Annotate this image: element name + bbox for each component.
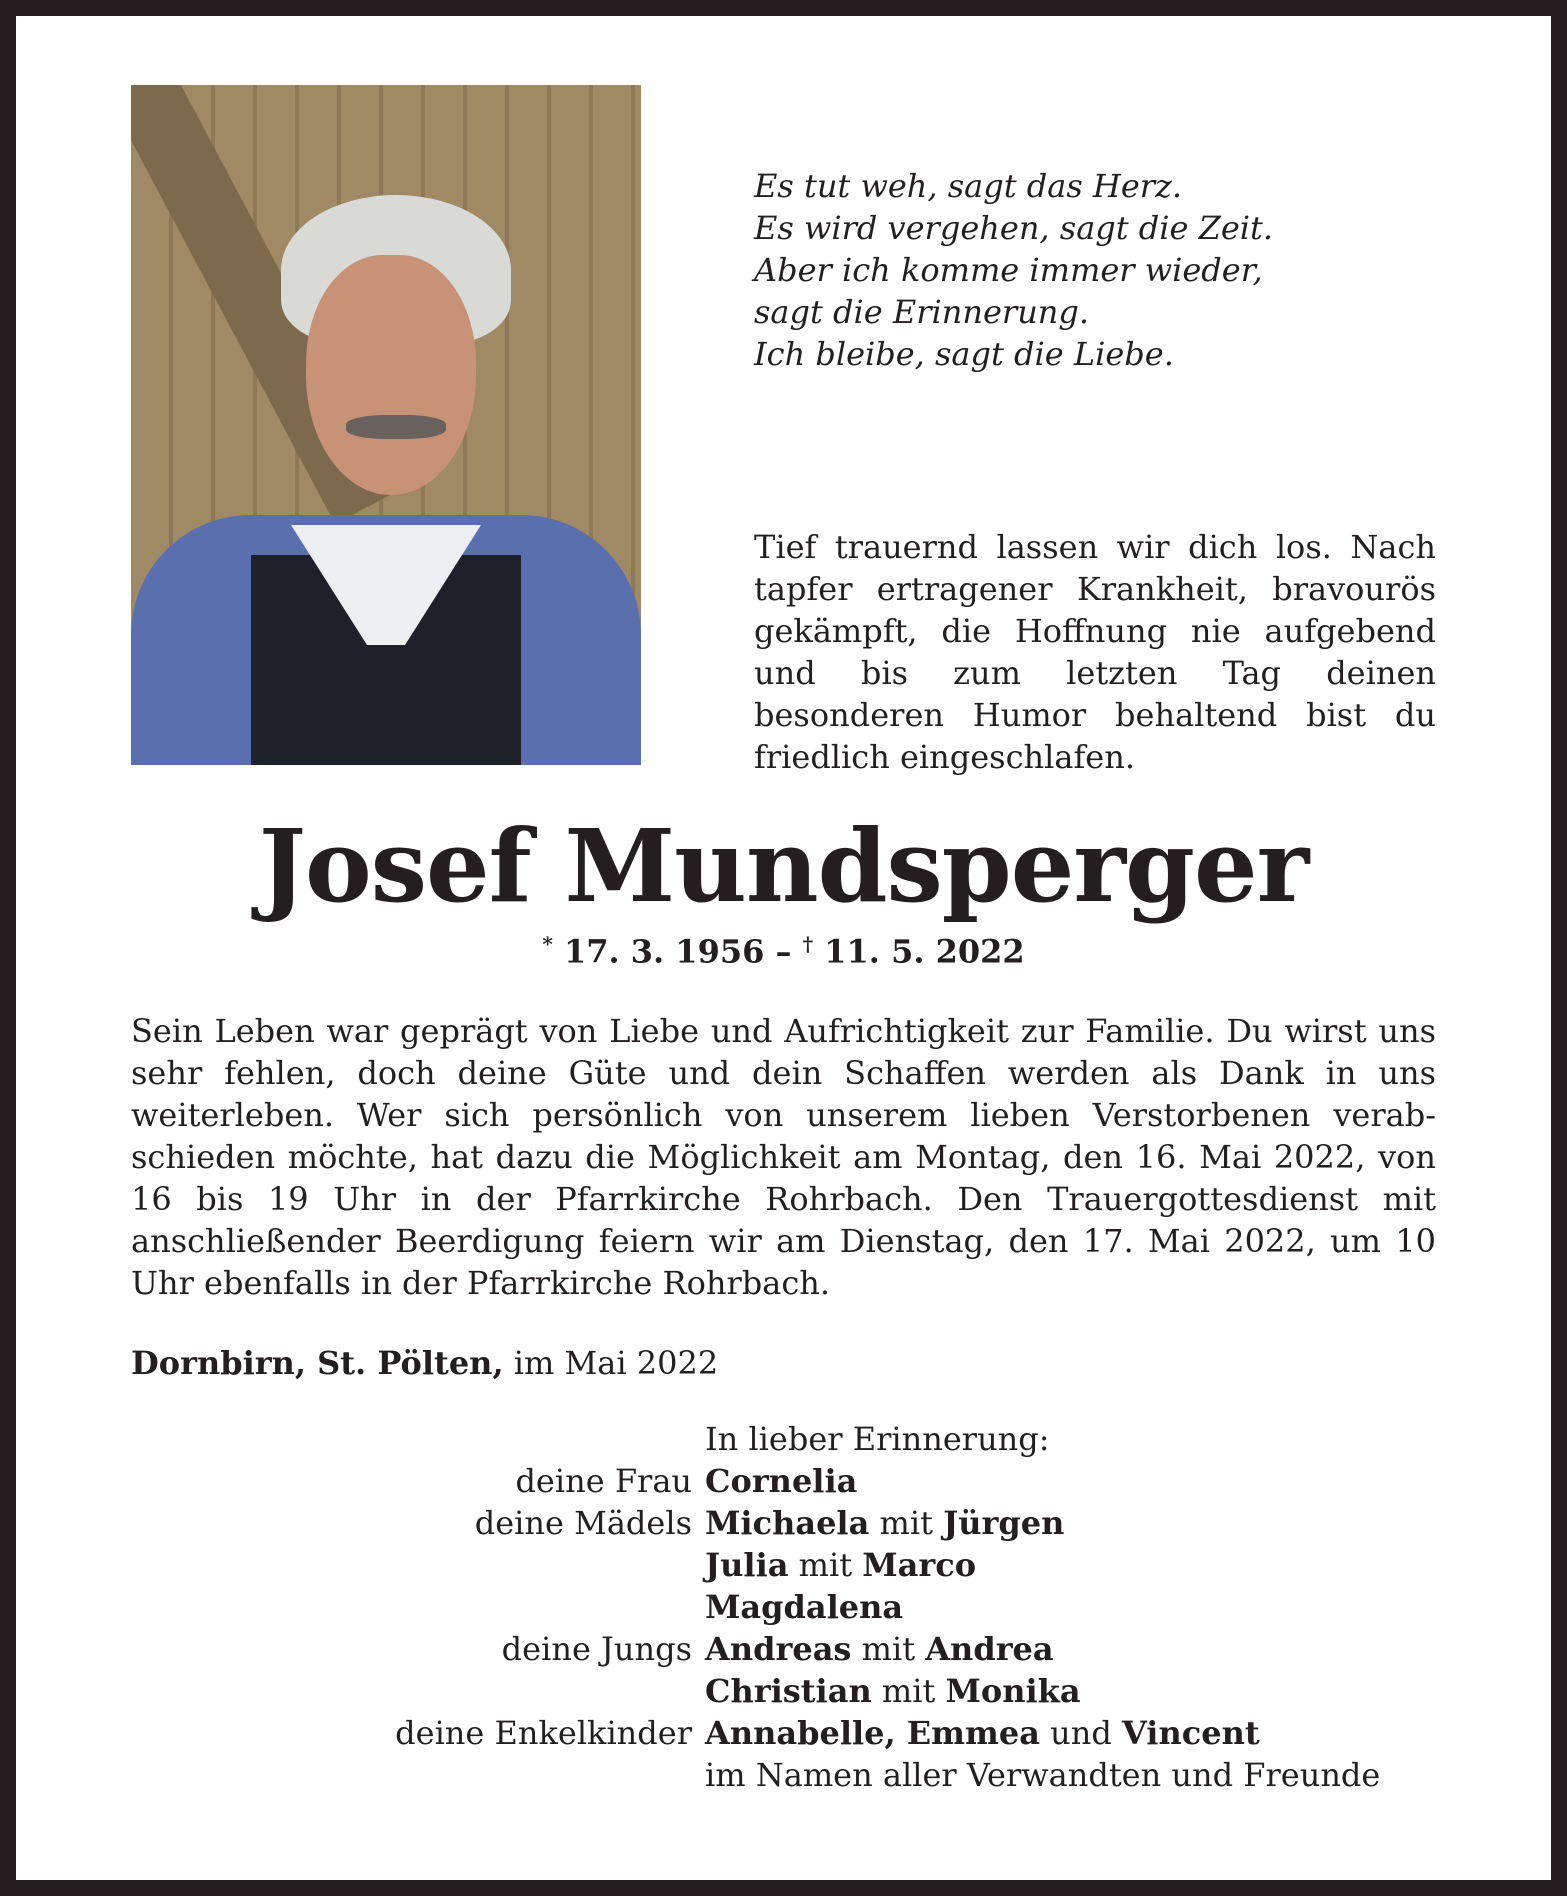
mourner-row [0,1670,1380,1712]
signature-closing: im Namen aller Verwandten und Freunde [705,1756,1381,1794]
mourner-row [0,1628,1380,1670]
relation-label: deine Jungs [501,1630,692,1668]
connector: mit [869,1504,944,1542]
mourner-partner: Monika [945,1672,1081,1710]
relation-label [0,1544,705,1586]
poem-line: Ich bleibe, sagt die Liebe. [754,335,1174,373]
mourner-name: Michaela [705,1504,870,1542]
relation-label [0,1670,705,1712]
relation-label [0,1586,705,1628]
month-year: im Mai 2022 [503,1344,719,1382]
deceased-name: Josef Mundsperger [258,807,1309,925]
birth-date: 17. 3. 1956 [563,932,765,971]
mourner-name: Christian [705,1672,872,1710]
mourner-partner: Vincent [1122,1714,1260,1752]
place-date [131,1342,718,1384]
mourner-partner: Jürgen [943,1504,1065,1542]
mourner-partner: Marco [862,1546,977,1584]
body-text: Sein Leben war geprägt von Liebe und Aufrichtigkeit zur Familie. Du wirst uns sehr fehlen, doch deine Güte und dein Schaffen werden als Dank in uns weiterleben. Wer sich persönlich von unserem lieben Verstorbenen verabschieden möchte, hat dazu die Möglichkeit am Montag, den 16. Mai 2022, von 16 bis 19 Uhr in der Pfarrkirche Rohrbach. Den Trauergottesdienst mit anschließender Beerdigung feiern wir am Dienstag, den 17. Mai 2022, um 10 Uhr ebenfalls in der Pfarrkirche Rohrbach. [131,1012,1436,1302]
poem-line: Es tut weh, sagt das Herz. [754,167,1183,205]
mourning-text: Tief trauernd lassen wir dich los. Nach tapfer ertragener Krankheit, bravourös gekämpft, die Hoffnung nie aufgebend und bis zum letzten Tag deinen besonderen Humor behaltend bist du friedlich eingeschlafen. [754,528,1436,776]
mourner-name: Annabelle, Emmea [705,1714,1040,1752]
mourner-row [0,1712,1380,1754]
relation-label: deine Mädels [474,1504,692,1542]
death-symbol: † [802,932,814,956]
poem-line: sagt die Erinnerung. [754,293,1090,331]
connector: mit [851,1630,926,1668]
connector: und [1039,1714,1123,1752]
relation-label: deine Enkelkinder [395,1714,692,1752]
mourner-row [0,1502,1380,1544]
mourner-partner: Andrea [925,1630,1054,1668]
mourner-name: Magdalena [705,1588,904,1626]
connector: mit [871,1672,946,1710]
mourner-name: Cornelia [705,1462,858,1500]
poem-line: Es wird vergehen, sagt die Zeit. [754,209,1274,247]
death-date: 11. 5. 2022 [824,932,1025,971]
signature-intro: In lieber Erinnerung: [705,1420,1050,1458]
life-dates [0,932,1567,971]
date-separator: – [764,932,803,971]
mourner-row [0,1544,1380,1586]
connector: mit [788,1546,863,1584]
portrait-photo [131,85,641,765]
mourner-row [0,1586,1380,1628]
poem-line: Aber ich komme immer wieder, [754,251,1263,289]
mourner-name: Julia [705,1546,789,1584]
signature-block [0,1418,1380,1796]
place-names: Dornbirn, St. Pölten, [131,1344,504,1382]
mourner-row [0,1460,1380,1502]
relation-label: deine Frau [515,1462,692,1500]
poem [754,165,1273,375]
mourner-name: Andreas [705,1630,852,1668]
birth-symbol: * [542,932,553,956]
